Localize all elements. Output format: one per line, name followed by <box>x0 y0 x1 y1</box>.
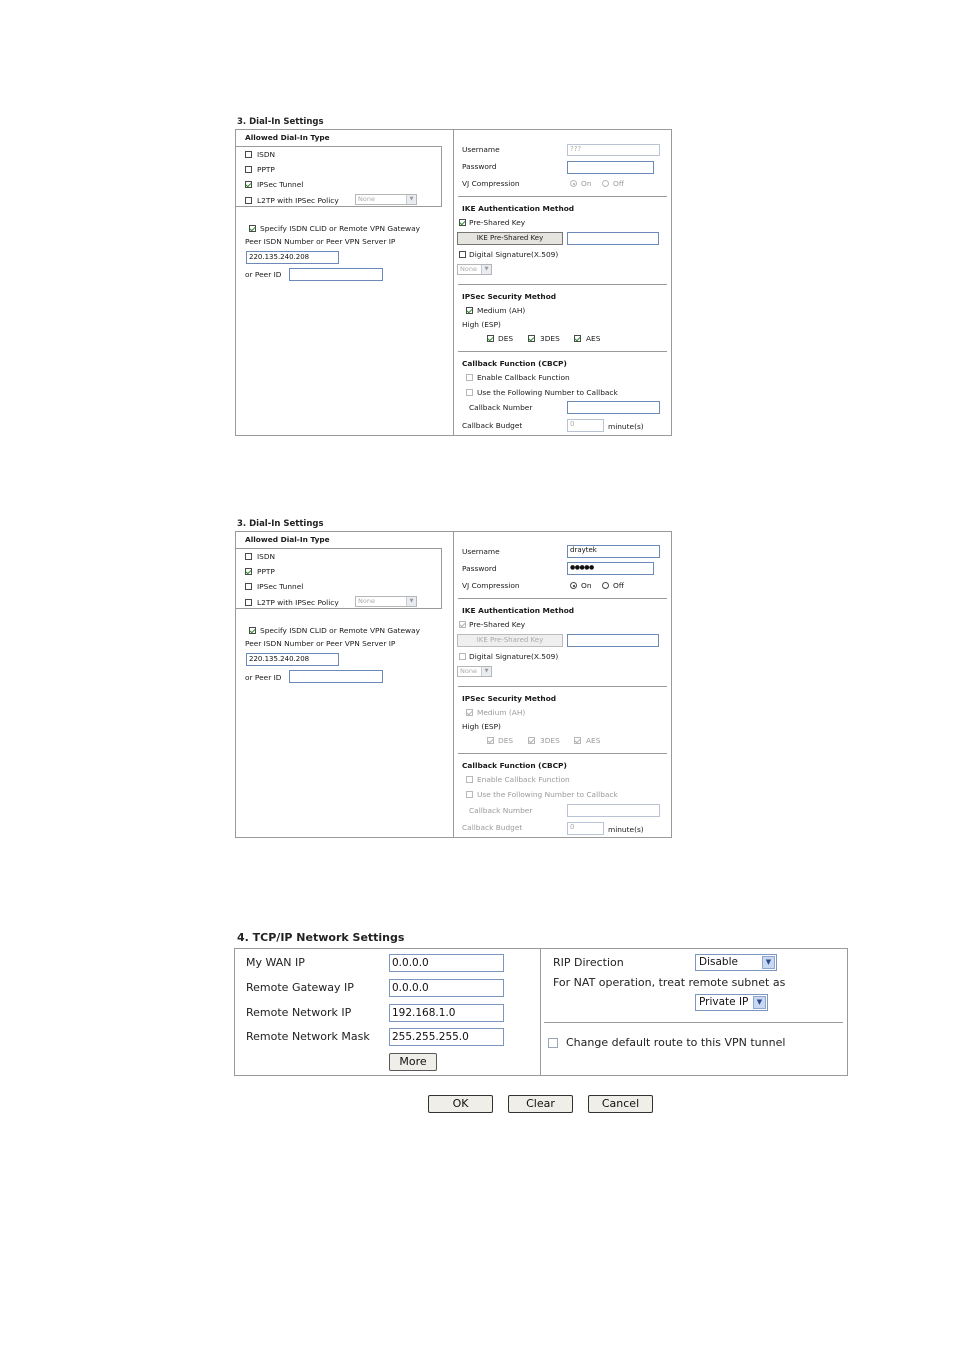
pptp-label: PPTP <box>257 165 275 174</box>
digital-signature-value: None <box>460 667 477 675</box>
vj-on-radio[interactable] <box>570 582 577 589</box>
digital-signature-select[interactable] <box>457 666 492 677</box>
callback-title: Callback Function (CBCP) <box>462 359 567 368</box>
ike-pre-shared-key-button[interactable]: IKE Pre-Shared Key <box>457 634 563 647</box>
more-button[interactable]: More <box>389 1053 437 1071</box>
enable-callback-label: Enable Callback Function <box>477 373 570 382</box>
specify-checkbox[interactable] <box>249 627 256 634</box>
password-input[interactable]: ●●●●● <box>567 562 654 575</box>
allowed-dial-in-pane <box>236 130 454 435</box>
pre-shared-key-checkbox[interactable] <box>459 219 466 226</box>
ipsec-tunnel-checkbox[interactable] <box>245 181 252 188</box>
nat-label: For NAT operation, treat remote subnet as <box>553 976 786 989</box>
l2tp-policy-select[interactable] <box>355 596 417 607</box>
vj-off-label: Off <box>613 581 624 590</box>
tcpip-panel <box>234 948 848 1076</box>
3des-checkbox[interactable] <box>528 335 535 342</box>
l2tp-label: L2TP with IPSec Policy <box>257 196 339 205</box>
callback-budget-input[interactable]: 0 <box>567 822 604 835</box>
ike-key-input[interactable] <box>567 634 659 647</box>
enable-callback-label: Enable Callback Function <box>477 775 570 784</box>
rip-direction-label: RIP Direction <box>553 956 624 969</box>
remote-mask-input[interactable]: 255.255.255.0 <box>389 1028 504 1046</box>
username-input[interactable]: draytek <box>567 545 660 558</box>
callback-number-label: Callback Number <box>469 806 533 815</box>
isdn-checkbox[interactable] <box>245 553 252 560</box>
des-label: DES <box>498 334 514 343</box>
callback-title: Callback Function (CBCP) <box>462 761 567 770</box>
ike-key-input[interactable] <box>567 232 659 245</box>
ok-button[interactable]: OK <box>428 1095 493 1113</box>
des-checkbox[interactable] <box>487 335 494 342</box>
des-checkbox[interactable] <box>487 737 494 744</box>
nat-select[interactable] <box>695 994 768 1011</box>
high-esp-label: High (ESP) <box>462 722 501 731</box>
username-label: Username <box>462 145 500 154</box>
l2tp-checkbox[interactable] <box>245 599 252 606</box>
callback-number-input[interactable] <box>567 401 660 414</box>
remote-mask-label: Remote Network Mask <box>246 1030 370 1043</box>
callback-number-input[interactable] <box>567 804 660 817</box>
ipsec-tunnel-checkbox[interactable] <box>245 583 252 590</box>
peer-ip-input[interactable]: 220.135.240.208 <box>246 251 339 264</box>
ipsec-tunnel-label: IPSec Tunnel <box>257 180 304 189</box>
cancel-button[interactable]: Cancel <box>588 1095 653 1113</box>
l2tp-label: L2TP with IPSec Policy <box>257 598 339 607</box>
nat-value: Private IP <box>699 996 749 1008</box>
aes-label: AES <box>586 334 601 343</box>
username-input[interactable]: ??? <box>567 144 660 156</box>
vj-label: VJ Compression <box>462 179 520 188</box>
section-title: 4. TCP/IP Network Settings <box>237 931 405 944</box>
vj-off-radio[interactable] <box>602 582 609 589</box>
pre-shared-key-label: Pre-Shared Key <box>469 218 526 227</box>
pptp-label: PPTP <box>257 567 275 576</box>
ipsec-title: IPSec Security Method <box>462 292 557 301</box>
high-esp-label: High (ESP) <box>462 320 501 329</box>
l2tp-checkbox[interactable] <box>245 197 252 204</box>
l2tp-policy-value: None <box>358 597 375 605</box>
change-default-route-checkbox[interactable] <box>548 1038 558 1048</box>
ipsec-tunnel-label: IPSec Tunnel <box>257 582 304 591</box>
isdn-label: ISDN <box>257 150 276 159</box>
ike-title: IKE Authentication Method <box>462 606 575 615</box>
peer-id-label: or Peer ID <box>245 673 282 682</box>
minutes-label: minute(s) <box>608 825 644 834</box>
allowed-dial-in-title: Allowed Dial-In Type <box>245 535 330 544</box>
enable-callback-checkbox[interactable] <box>466 776 473 783</box>
vj-label: VJ Compression <box>462 581 520 590</box>
ike-pre-shared-key-button[interactable]: IKE Pre-Shared Key <box>457 232 563 245</box>
medium-ah-label: Medium (AH) <box>477 708 526 717</box>
username-label: Username <box>462 547 500 556</box>
use-following-checkbox[interactable] <box>466 791 473 798</box>
divider <box>540 949 541 1075</box>
des-label: DES <box>498 736 514 745</box>
chevron-down-icon: ▼ <box>406 195 416 204</box>
peer-id-input[interactable] <box>289 268 383 281</box>
pre-shared-key-checkbox[interactable] <box>459 621 466 628</box>
3des-label: 3DES <box>540 736 560 745</box>
rip-direction-select[interactable] <box>695 954 777 971</box>
digital-signature-select[interactable] <box>457 264 492 275</box>
ipsec-title: IPSec Security Method <box>462 694 557 703</box>
vj-on-radio[interactable] <box>570 180 577 187</box>
digital-signature-checkbox[interactable] <box>459 251 466 258</box>
allowed-dial-in-title: Allowed Dial-In Type <box>245 133 330 142</box>
chevron-down-icon: ▼ <box>481 265 491 274</box>
l2tp-policy-value: None <box>358 195 375 203</box>
callback-budget-label: Callback Budget <box>462 421 523 430</box>
pptp-checkbox[interactable] <box>245 568 252 575</box>
clear-button[interactable]: Clear <box>508 1095 573 1113</box>
use-following-checkbox[interactable] <box>466 389 473 396</box>
ike-title: IKE Authentication Method <box>462 204 575 213</box>
digital-signature-label: Digital Signature(X.509) <box>469 652 559 661</box>
chevron-down-icon: ▼ <box>406 597 416 606</box>
medium-ah-checkbox[interactable] <box>466 709 473 716</box>
enable-callback-checkbox[interactable] <box>466 374 473 381</box>
vj-off-radio[interactable] <box>602 180 609 187</box>
specify-label: Specify ISDN CLID or Remote VPN Gateway <box>260 224 420 233</box>
digital-signature-value: None <box>460 265 477 273</box>
divider <box>544 1022 843 1023</box>
use-following-label: Use the Following Number to Callback <box>477 388 618 397</box>
peer-id-input[interactable] <box>289 670 383 683</box>
divider <box>458 753 667 754</box>
use-following-label: Use the Following Number to Callback <box>477 790 618 799</box>
isdn-label: ISDN <box>257 552 276 561</box>
my-wan-ip-input[interactable]: 0.0.0.0 <box>389 954 504 972</box>
chevron-down-icon: ▼ <box>753 996 766 1009</box>
vj-on-label: On <box>581 179 592 188</box>
isdn-checkbox[interactable] <box>245 151 252 158</box>
specify-checkbox[interactable] <box>249 225 256 232</box>
vj-on-label: On <box>581 581 592 590</box>
peer-label: Peer ISDN Number or Peer VPN Server IP <box>245 639 396 648</box>
l2tp-policy-select[interactable] <box>355 194 417 205</box>
remote-network-label: Remote Network IP <box>246 1006 352 1019</box>
remote-network-input[interactable]: 192.168.1.0 <box>389 1004 504 1022</box>
medium-ah-checkbox[interactable] <box>466 307 473 314</box>
aes-label: AES <box>586 736 601 745</box>
auth-pane <box>454 532 671 837</box>
medium-ah-label: Medium (AH) <box>477 306 526 315</box>
vj-off-label: Off <box>613 179 624 188</box>
specify-label: Specify ISDN CLID or Remote VPN Gateway <box>260 626 420 635</box>
remote-gateway-input[interactable]: 0.0.0.0 <box>389 979 504 997</box>
peer-ip-input[interactable]: 220.135.240.208 <box>246 653 339 666</box>
chevron-down-icon: ▼ <box>762 956 775 969</box>
rip-direction-value: Disable <box>699 956 738 968</box>
peer-id-label: or Peer ID <box>245 270 282 279</box>
3des-checkbox[interactable] <box>528 737 535 744</box>
change-default-route-label: Change default route to this VPN tunnel <box>566 1036 786 1049</box>
divider <box>458 351 667 352</box>
callback-budget-input[interactable]: 0 <box>567 419 604 432</box>
password-label: Password <box>462 162 497 171</box>
divider <box>458 196 667 197</box>
divider <box>458 284 667 285</box>
divider <box>458 686 667 687</box>
chevron-down-icon: ▼ <box>481 667 491 676</box>
allowed-dial-in-pane <box>236 532 454 837</box>
aes-checkbox[interactable] <box>574 335 581 342</box>
dial-in-panel <box>235 129 672 436</box>
peer-label: Peer ISDN Number or Peer VPN Server IP <box>245 237 396 246</box>
dial-in-panel <box>235 531 672 838</box>
3des-label: 3DES <box>540 334 560 343</box>
remote-gateway-label: Remote Gateway IP <box>246 981 354 994</box>
minutes-label: minute(s) <box>608 422 644 431</box>
callback-number-label: Callback Number <box>469 403 533 412</box>
pptp-checkbox[interactable] <box>245 166 252 173</box>
aes-checkbox[interactable] <box>574 737 581 744</box>
auth-pane <box>454 130 671 435</box>
divider <box>458 598 667 599</box>
my-wan-ip-label: My WAN IP <box>246 956 305 969</box>
section-title: 3. Dial-In Settings <box>237 519 324 529</box>
digital-signature-checkbox[interactable] <box>459 653 466 660</box>
password-input[interactable] <box>567 161 654 174</box>
section-title: 3. Dial-In Settings <box>237 117 324 127</box>
digital-signature-label: Digital Signature(X.509) <box>469 250 559 259</box>
callback-budget-label: Callback Budget <box>462 823 523 832</box>
password-label: Password <box>462 564 497 573</box>
pre-shared-key-label: Pre-Shared Key <box>469 620 526 629</box>
